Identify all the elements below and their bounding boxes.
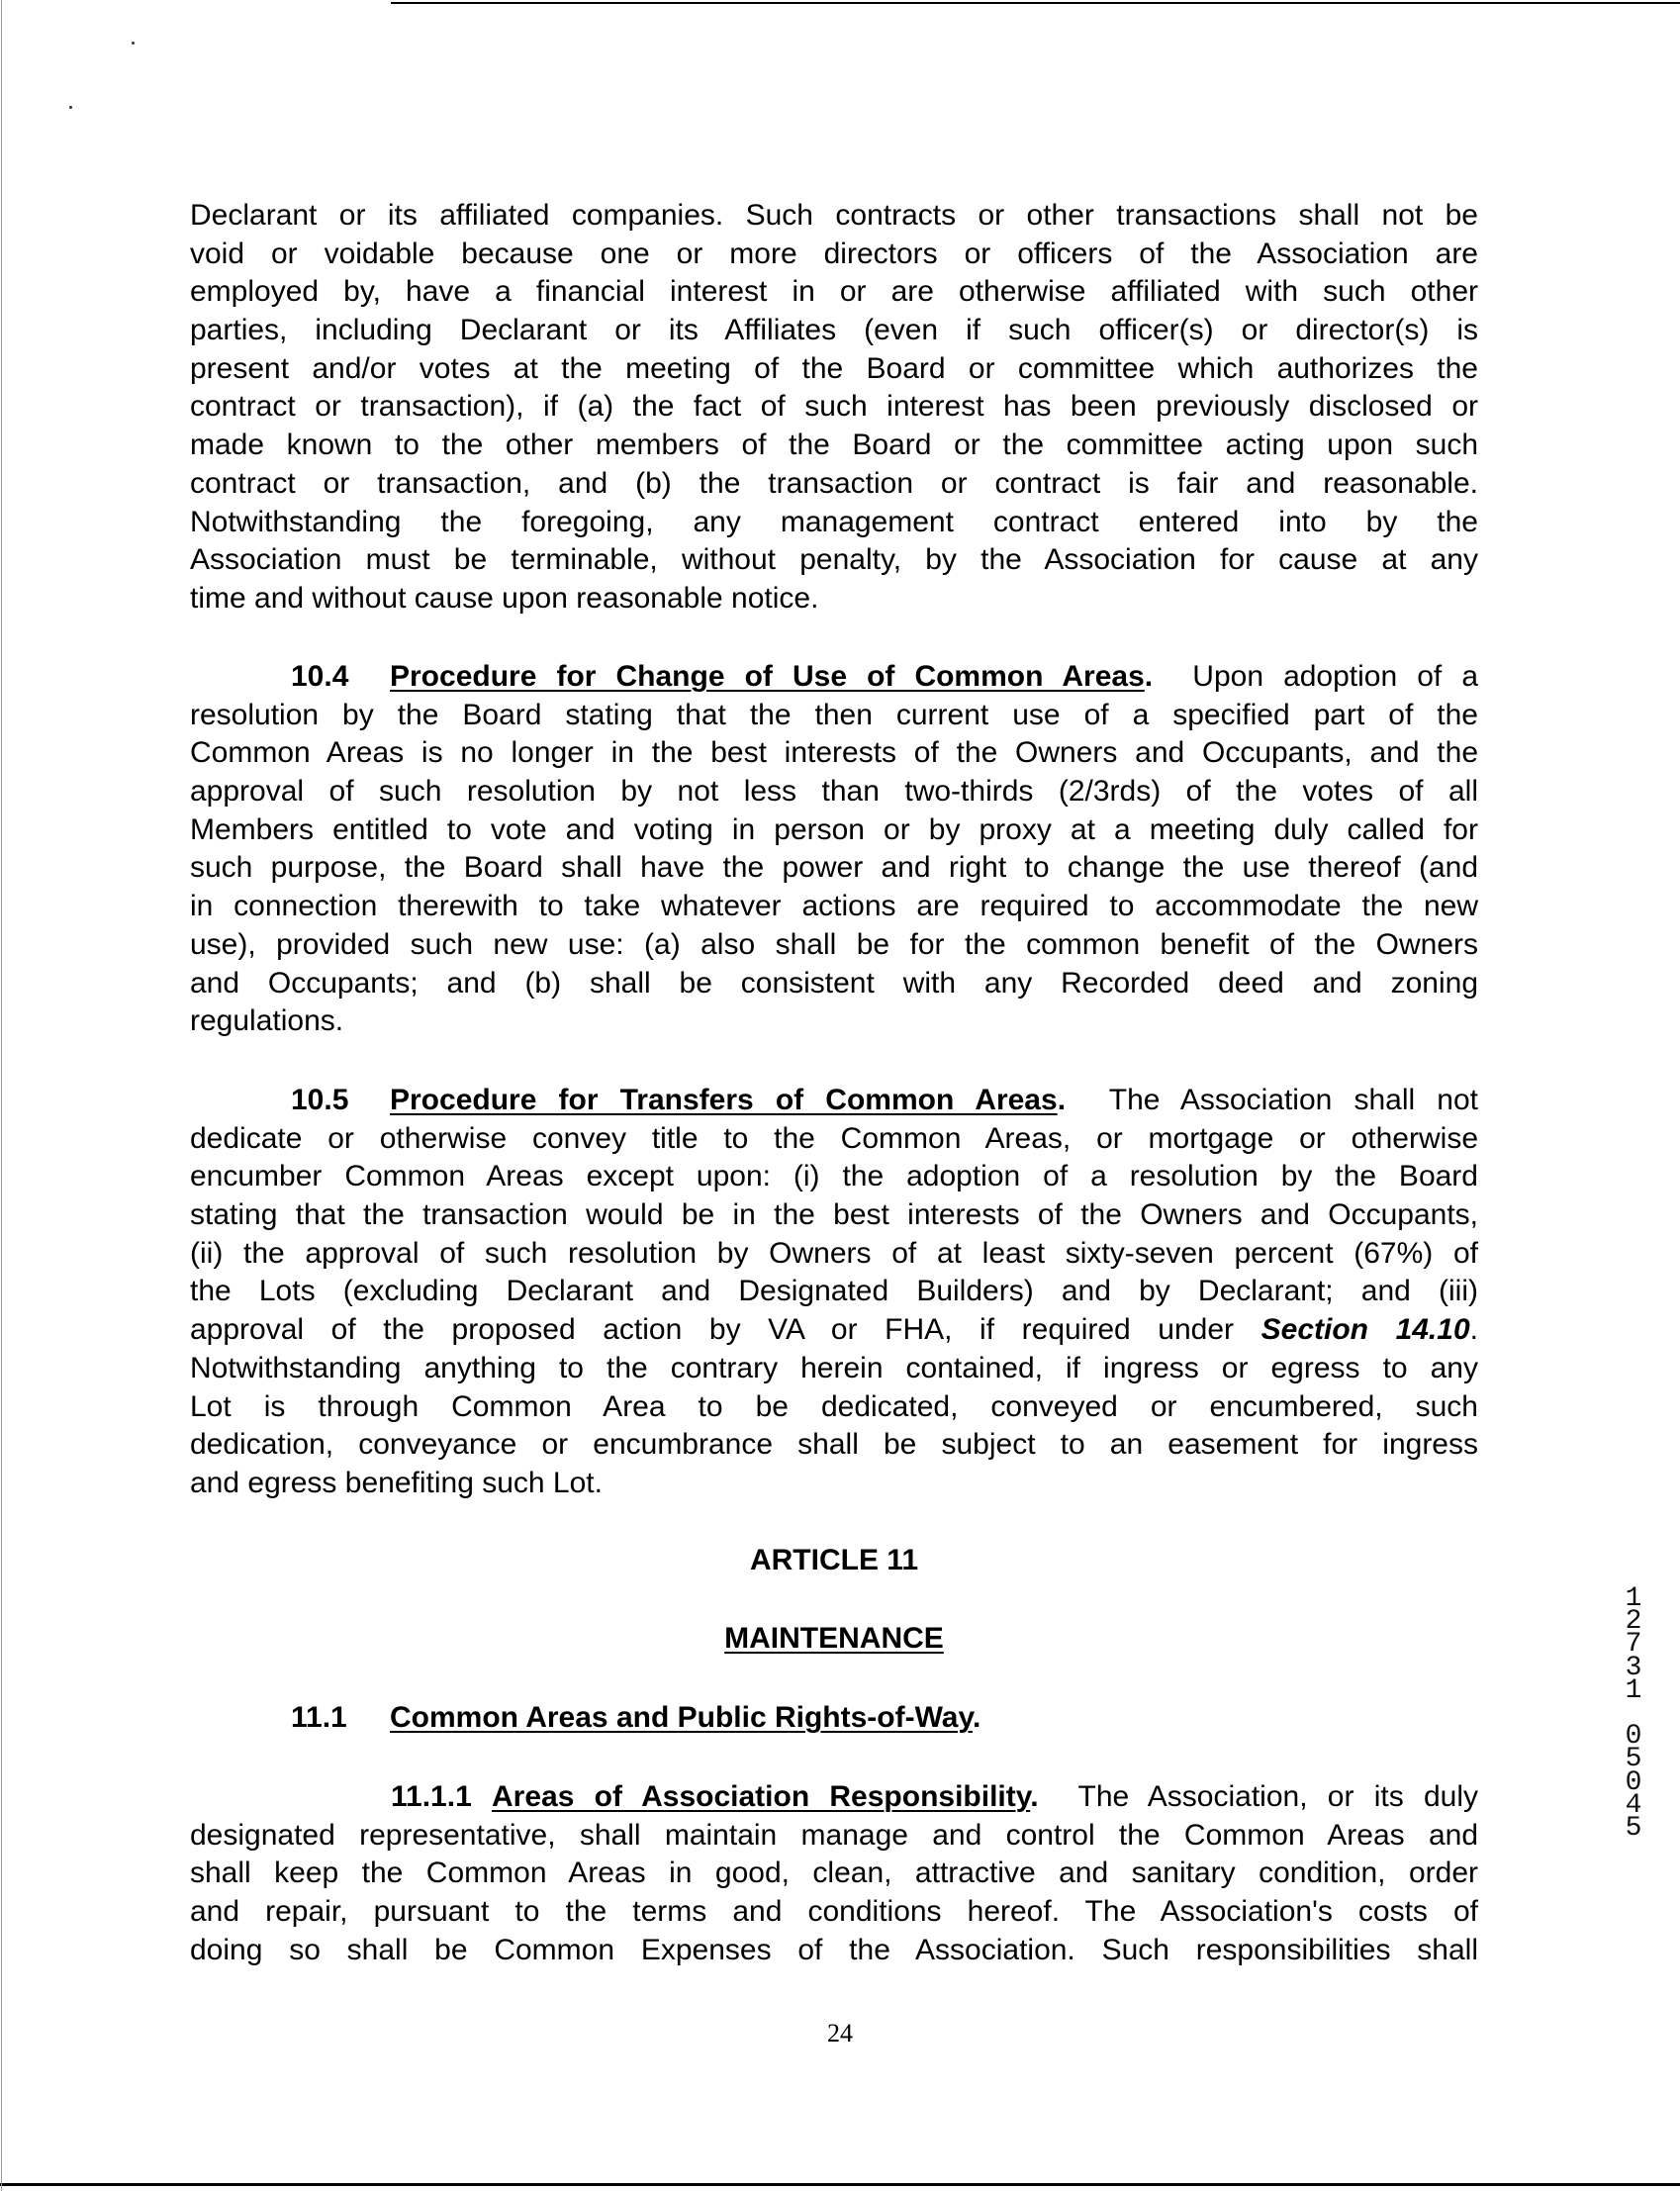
stamp-digit: 0 (1625, 1721, 1642, 1753)
stamp-digit: 5 (1625, 1812, 1642, 1844)
stamp-digit: 5 (1625, 1744, 1642, 1775)
text-line: and repair, pursuant to the terms and conditions hereof. The Association's costs of (190, 1895, 1478, 1929)
section-reference: Section 14.10 (1260, 1313, 1470, 1347)
section-number: 10.5 (291, 1084, 349, 1116)
section-first-line (190, 1082, 1478, 1120)
text-line: contract or transaction, and (b) the transaction or contract is fair and reasonable. (190, 466, 1478, 500)
text-line: and Occupants; and (b) shall be consistent with any Recorded deed and zoning (190, 966, 1478, 1000)
stamp-digit: 7 (1625, 1629, 1642, 1661)
page-number: 24 (827, 2019, 853, 2048)
line-text: The Association, or its duly (1077, 1780, 1478, 1813)
text-line: and egress benefiting such Lot. (190, 1466, 603, 1499)
section-number: 10.4 (291, 660, 349, 693)
text-line: dedication, conveyance or encumbrance shall be subject to an easement for ingress (190, 1428, 1478, 1462)
section-title: Procedure for Transfers of Common Areas (390, 1084, 1058, 1116)
text-line: Lot is through Common Area to be dedicated, conveyed or encumbered, such (190, 1389, 1478, 1423)
stamp-digit: 1 (1625, 1583, 1642, 1614)
text-line: void or voidable because one or more directors or officers of the Association are (190, 237, 1478, 270)
text-line (190, 1311, 1478, 1350)
stamp-digit: 3 (1625, 1652, 1642, 1683)
text-line: resolution by the Board stating that the then current use of a specified part of the (190, 698, 1478, 731)
text-line: use), provided such new use: (a) also shall be for the common benefit of the Owners (190, 927, 1478, 961)
recording-stamp (1619, 1583, 1648, 1844)
section-title: Common Areas and Public Rights-of-Way (390, 1701, 973, 1734)
article-title: MAINTENANCE (724, 1622, 944, 1655)
text-line: time and without cause upon reasonable notice. (190, 581, 819, 615)
section-10-5 (190, 1082, 1478, 1503)
text-line: encumber Common Areas except upon: (i) the adoption of a resolution by the Board (190, 1160, 1478, 1193)
top-border (391, 2, 1680, 4)
section-10-4 (190, 658, 1478, 1041)
section-11-1-1 (190, 1778, 1478, 1969)
text-line: contract or transaction), if (a) the fact of such interest has been previously disclosed or (190, 390, 1478, 424)
section-11-1 (190, 1699, 1478, 1738)
text-line: Association must be terminable, without penalty, by the Association for cause at any (190, 543, 1478, 577)
text-line: regulations. (190, 1004, 344, 1038)
text-line: Notwithstanding anything to the contrary herein contained, if ingress or egress to any (190, 1351, 1478, 1384)
text-line: Members entitled to vote and voting in person or by proxy at a meeting duly called for (190, 812, 1478, 846)
text-line: stating that the transaction would be in the best interests of the Owners and Occupants, (190, 1198, 1478, 1232)
text-line: employed by, have a financial interest in or are otherwise affiliated with such other (190, 275, 1478, 309)
text-line: present and/or votes at the meeting of the Board or committee which authorizes the (190, 351, 1478, 385)
text-line: Declarant or its affiliated companies. Such contracts or other transactions shall not be (190, 199, 1478, 232)
text-line: approval of such resolution by not less than two-thirds (2/3rds) of the votes of all (190, 775, 1478, 809)
text-line: in connection therewith to take whatever actions are required to accommodate the new (190, 890, 1478, 923)
text-line: such purpose, the Board shall have the power and right to change the use thereof (and (190, 851, 1478, 885)
bottom-border (0, 2183, 1680, 2186)
line-text: Upon adoption of a (1192, 660, 1478, 693)
title-period: . (1144, 660, 1154, 693)
section-first-line (190, 1778, 1478, 1817)
section-first-line (190, 658, 1478, 697)
line-text: approval of the proposed action by VA or FHA, if required under (190, 1313, 1235, 1347)
text-line: doing so shall be Common Expenses of the Association. Such responsibilities shall (190, 1933, 1478, 1966)
line-text: . (1469, 1313, 1478, 1347)
text-line: (ii) the approval of such resolution by Owners of at least sixty-seven percent (67%) of (190, 1236, 1478, 1270)
text-line: the Lots (excluding Declarant and Designated Builders) and by Declarant; and (iii) (190, 1275, 1478, 1308)
text-line: dedicate or otherwise convey title to the Common Areas, or mortgage or otherwise (190, 1121, 1478, 1155)
title-period: . (972, 1701, 981, 1734)
text-line: Notwithstanding the foregoing, any management contract entered into by the (190, 505, 1478, 538)
left-border (1, 0, 2, 2191)
text-line: shall keep the Common Areas in good, clean, attractive and sanitary condition, order (190, 1857, 1478, 1890)
paragraph-continuation (190, 197, 1478, 619)
title-period: . (1057, 1084, 1067, 1116)
section-title: Areas of Association Responsibility (492, 1780, 1031, 1813)
stamp-digit: 1 (1625, 1674, 1642, 1706)
text-line: Common Areas is no longer in the best interests of the Owners and Occupants, and the (190, 736, 1478, 770)
scan-speck (69, 106, 72, 109)
stamp-digit: 0 (1625, 1766, 1642, 1798)
article-heading: ARTICLE 11 (749, 1544, 919, 1576)
text-line: made known to the other members of the Board or the committee acting upon such (190, 429, 1478, 462)
stamp-digit: 4 (1625, 1789, 1642, 1821)
stamp-digit: 2 (1625, 1606, 1642, 1638)
title-period: . (1030, 1780, 1039, 1813)
line-text: The Association shall not (1108, 1084, 1478, 1116)
text-line: designated representative, shall maintain manage and control the Common Areas and (190, 1818, 1478, 1852)
section-number: 11.1 (291, 1701, 347, 1734)
section-number: 11.1.1 (391, 1780, 472, 1813)
text-line: parties, including Declarant or its Affiliates (even if such officer(s) or director(s) is (190, 314, 1478, 347)
scan-speck (132, 42, 135, 45)
section-title: Procedure for Change of Use of Common Areas (390, 660, 1145, 693)
